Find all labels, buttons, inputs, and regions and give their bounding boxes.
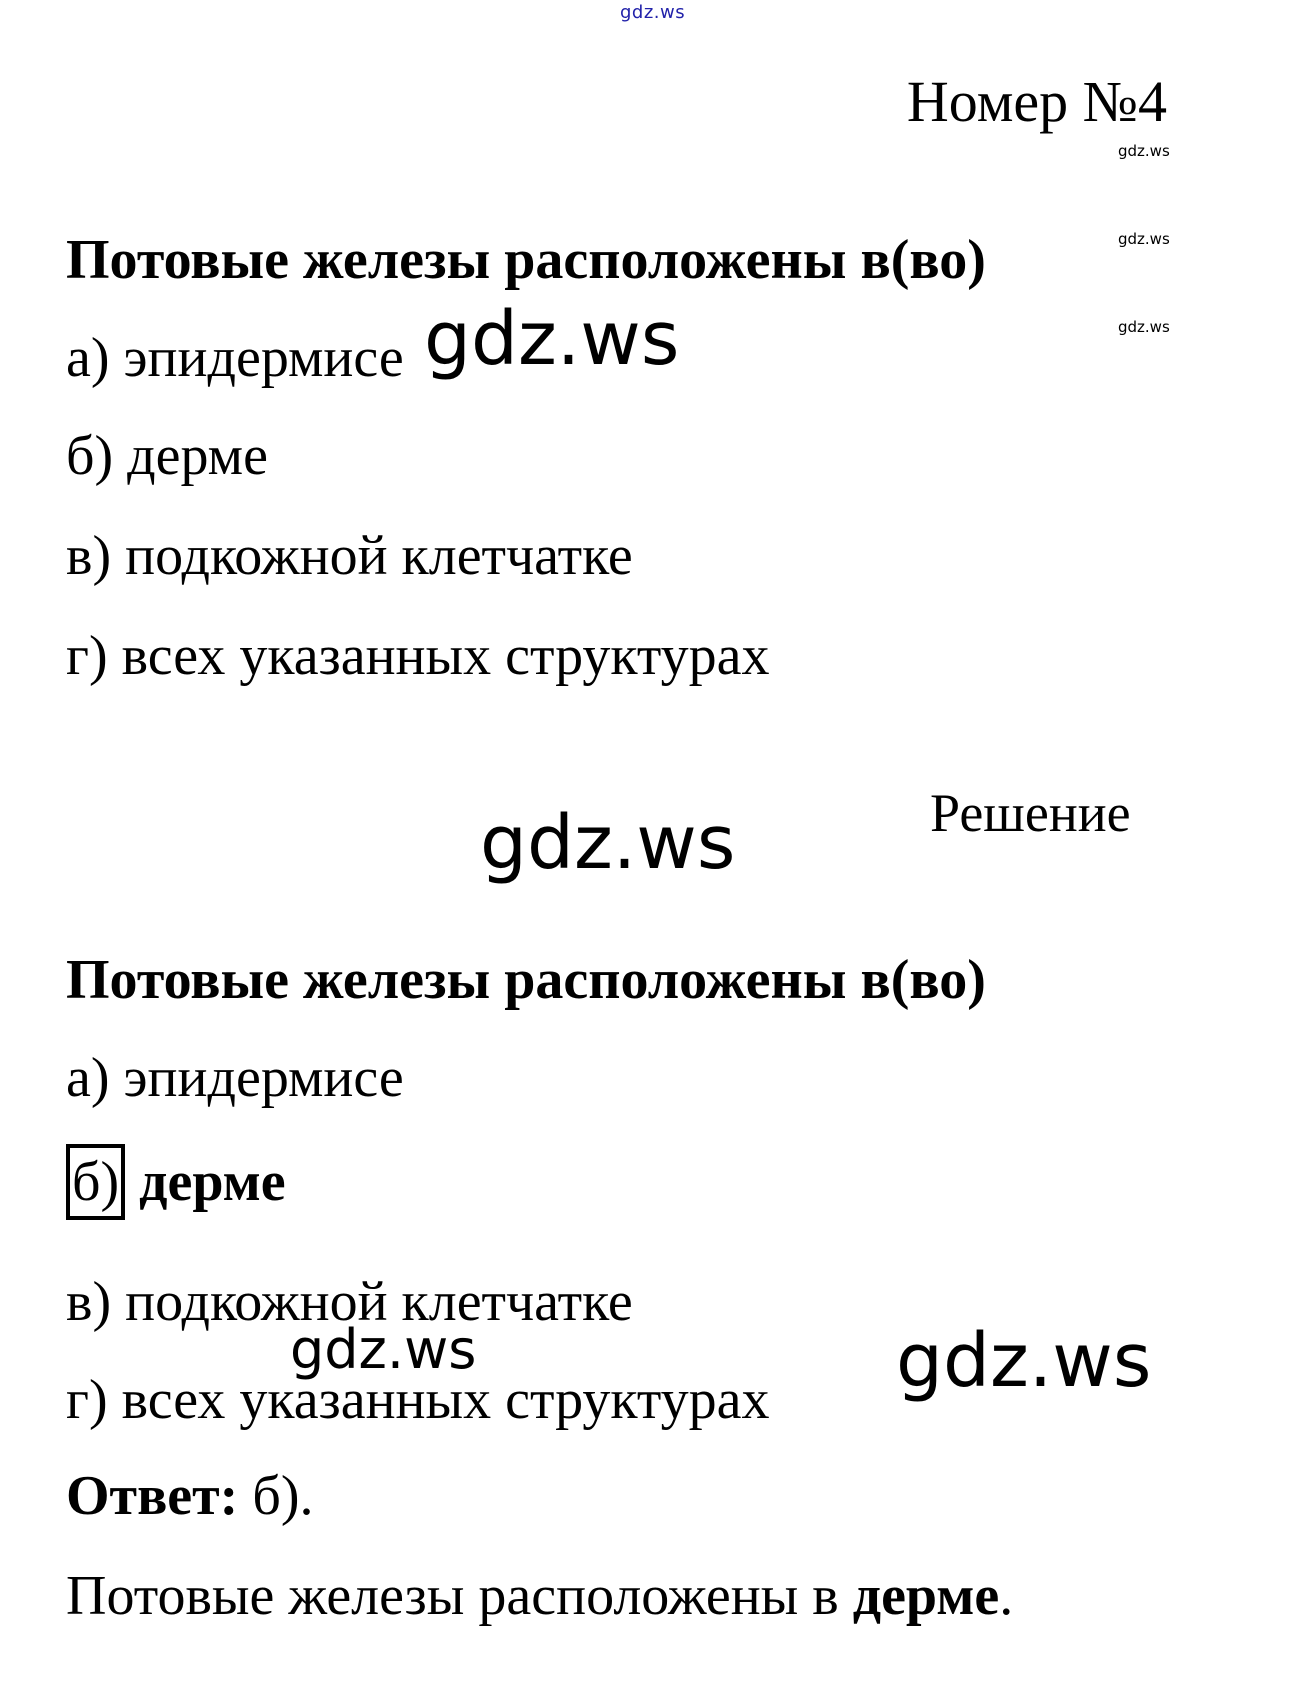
option-text: эпидермисе	[123, 327, 404, 389]
question-option-b	[66, 424, 268, 488]
watermark-top: gdz.ws	[620, 2, 686, 23]
option-label: г)	[66, 1369, 108, 1431]
option-label: в)	[66, 1271, 112, 1333]
watermark-small: gdz.ws	[1118, 142, 1170, 160]
option-text: всех указанных структурах	[121, 625, 770, 687]
question-text: Потовые железы расположены в(во)	[66, 229, 986, 291]
option-text: всех указанных структурах	[121, 1369, 770, 1431]
conclusion-bold: дерме	[852, 1565, 1000, 1627]
option-label: в)	[66, 525, 112, 587]
answer-label: Ответ:	[66, 1465, 239, 1527]
watermark-medium: gdz.ws	[290, 1318, 477, 1381]
watermark-small: gdz.ws	[1118, 318, 1170, 336]
watermark-big: gdz.ws	[424, 296, 680, 382]
solution-question-text: Потовые железы расположены в(во)	[66, 949, 986, 1011]
question-option-a	[66, 326, 404, 390]
problem-number-title: Номер №4	[906, 69, 1167, 134]
option-label: б)	[66, 425, 114, 487]
solution-option-b-correct	[66, 1144, 286, 1220]
option-text: подкожной клетчатке	[125, 525, 633, 587]
solution-option-d	[66, 1368, 769, 1432]
option-label: а)	[66, 1047, 110, 1109]
correct-answer-box: б)	[66, 1144, 125, 1220]
question-option-d	[66, 624, 769, 688]
answer-value: б).	[252, 1465, 314, 1527]
option-text: эпидермисе	[123, 1047, 404, 1109]
option-text: подкожной клетчатке	[125, 1271, 633, 1333]
watermark-big: gdz.ws	[480, 800, 736, 886]
solution-option-a	[66, 1046, 404, 1110]
option-text: дерме	[127, 425, 268, 487]
conclusion-line	[66, 1564, 1013, 1628]
conclusion-suffix: .	[999, 1565, 1014, 1627]
conclusion-prefix: Потовые железы расположены в	[66, 1565, 839, 1627]
option-text: дерме	[139, 1151, 286, 1213]
answer-line	[66, 1464, 313, 1528]
option-label: г)	[66, 625, 108, 687]
watermark-big: gdz.ws	[896, 1318, 1152, 1404]
question-option-c	[66, 524, 633, 588]
solution-title: Решение	[930, 783, 1131, 843]
watermark-small: gdz.ws	[1118, 230, 1170, 248]
option-label: а)	[66, 327, 110, 389]
